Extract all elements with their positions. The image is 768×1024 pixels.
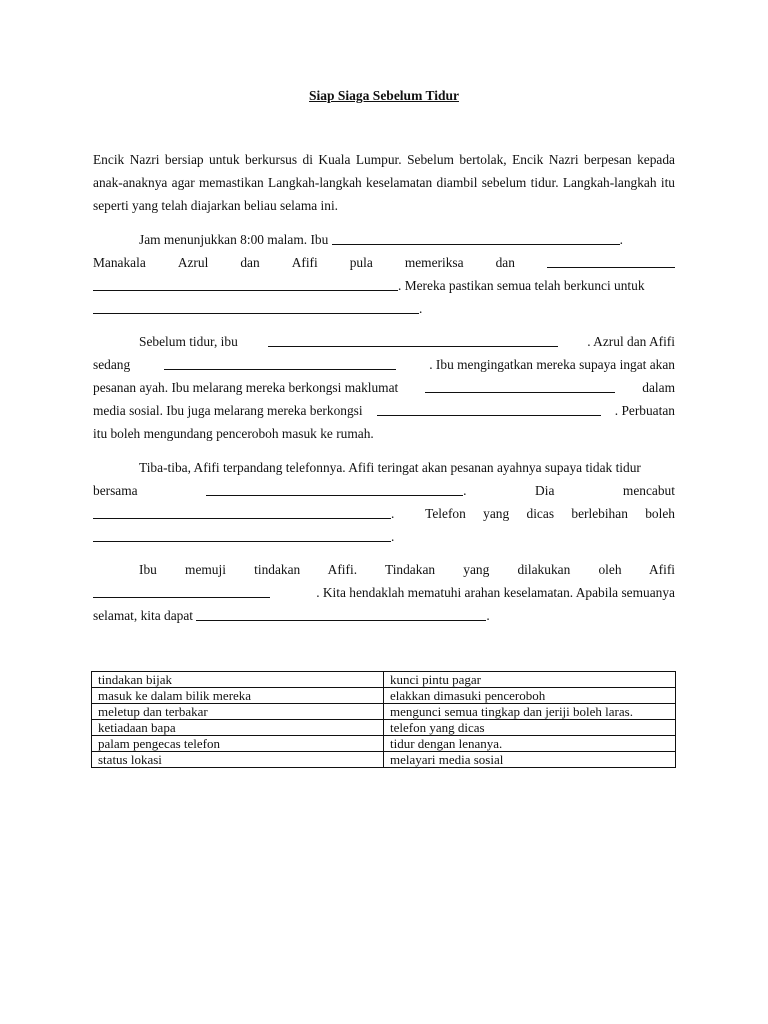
answer-blank[interactable] — [164, 368, 396, 370]
answer-blank[interactable] — [206, 494, 463, 496]
paragraph-2-line-4 — [93, 399, 675, 422]
paragraph-3-line-2 — [93, 479, 675, 502]
table-cell: tindakan bijak — [92, 672, 384, 688]
table-cell: kunci pintu pagar — [384, 672, 676, 688]
p4-text-b: . Kita hendaklah mematuhi arahan keselamatan. Apabila semuanya — [316, 585, 675, 600]
table-row — [92, 688, 676, 704]
paragraph-1-line-2 — [93, 251, 675, 274]
p3-text-e: mencabut — [622, 483, 675, 498]
p3-text-h: . — [391, 529, 395, 544]
paragraph-4-line-1 — [93, 558, 675, 581]
p1-word: Afifi — [291, 255, 318, 270]
paragraph-2-line-2 — [93, 353, 675, 376]
p2-text-c: sedang — [93, 357, 131, 372]
paragraph-4-line-2 — [93, 581, 675, 604]
p1-text-b: . — [619, 232, 624, 247]
p4-text-c: selamat, kita dapat — [93, 608, 194, 623]
answer-blank[interactable] — [93, 312, 419, 314]
p1-word: dan — [240, 255, 260, 270]
table-row — [92, 704, 676, 720]
answer-blank[interactable] — [377, 414, 601, 416]
p2-text-f: dalam — [642, 380, 675, 395]
p1-text-a: Jam menunjukkan 8:00 malam. Ibu — [139, 232, 329, 247]
p1-text-d: . Mereka pastikan semua telah berkunci untuk — [398, 278, 645, 293]
table-row — [92, 736, 676, 752]
answer-blank[interactable] — [196, 619, 486, 621]
p1-text-e: . — [419, 301, 423, 316]
paragraph-2-line-5: itu boleh mengundang penceroboh masuk ke rumah. — [93, 426, 374, 441]
answer-blank[interactable] — [93, 540, 391, 542]
paragraph-1-line-3 — [93, 274, 675, 297]
p1-word: dan — [495, 255, 515, 270]
page-title: Siap Siaga Sebelum Tidur — [309, 88, 459, 103]
answer-blank[interactable] — [93, 596, 270, 598]
p2-text-d: . Ibu mengingatkan mereka supaya ingat akan — [429, 357, 675, 372]
paragraph-3 — [93, 456, 675, 548]
paragraph-2-line-3 — [93, 376, 675, 399]
p4-text-d: . — [486, 608, 490, 623]
paragraph-3-line-4 — [93, 525, 675, 548]
p1-word: pula — [349, 255, 373, 270]
paragraph-1 — [93, 228, 675, 320]
paragraph-3-line-3 — [93, 502, 675, 525]
paragraph-1-line-4 — [93, 297, 675, 320]
p3-text-b: bersama — [93, 483, 138, 498]
paragraph-2-line-1 — [93, 330, 675, 353]
p3-text-g: Telefon yang dicas berlebihan boleh — [425, 506, 675, 521]
p4-text-a: Ibu memuji tindakan Afifi. Tindakan yang dilakukan oleh Afifi — [139, 562, 675, 577]
p2-text-e: pesanan ayah. Ibu melarang mereka berkongsi maklumat — [93, 380, 399, 395]
p1-word: Manakala — [93, 255, 146, 270]
table-cell: telefon yang dicas — [384, 720, 676, 736]
p3-text-a: Tiba-tiba, Afifi terpandang telefonnya. Afifi teringat akan pesanan ayahnya supaya tidak tidur — [139, 460, 641, 475]
paragraph-2 — [93, 330, 675, 445]
table-cell: elakkan dimasuki penceroboh — [384, 688, 676, 704]
answer-blank[interactable] — [332, 243, 620, 245]
table-row — [92, 720, 676, 736]
answer-blank[interactable] — [268, 345, 558, 347]
answer-blank[interactable] — [93, 517, 391, 519]
table-cell: tidur dengan lenanya. — [384, 736, 676, 752]
paragraph-1-line-1 — [93, 228, 675, 251]
p2-text-g: media sosial. Ibu juga melarang mereka berkongsi — [93, 403, 363, 418]
p3-text-c: . — [463, 483, 467, 498]
table-cell: melayari media sosial — [384, 752, 676, 768]
p2-text-h: . Perbuatan — [614, 403, 675, 418]
answer-blank[interactable] — [547, 266, 675, 268]
p3-text-f: . — [391, 506, 395, 521]
table-row — [92, 672, 676, 688]
paragraph-3-line-1 — [93, 456, 675, 479]
paragraph-4-line-3 — [93, 604, 675, 627]
table-cell: mengunci semua tingkap dan jeriji boleh laras. — [384, 704, 676, 720]
p2-text-a: Sebelum tidur, ibu — [139, 334, 238, 349]
answer-blank[interactable] — [425, 391, 615, 393]
table-cell: ketiadaan bapa — [92, 720, 384, 736]
paragraph-4 — [93, 558, 675, 627]
table-cell: palam pengecas telefon — [92, 736, 384, 752]
intro-paragraph: Encik Nazri bersiap untuk berkursus di Kuala Lumpur. Sebelum bertolak, Encik Nazri berpesan kepada anak-anaknya agar memastikan Langkah-langkah keselamatan diambil sebelum tidur. Langkah-langkah itu seperti yang telah diajarkan beliau selama ini. — [93, 152, 675, 213]
table-cell: masuk ke dalam bilik mereka — [92, 688, 384, 704]
table-cell: status lokasi — [92, 752, 384, 768]
answer-blank[interactable] — [93, 289, 398, 291]
word-bank-table — [91, 671, 676, 768]
table-row — [92, 752, 676, 768]
table-cell: meletup dan terbakar — [92, 704, 384, 720]
p1-word: memeriksa — [404, 255, 464, 270]
p2-text-b: . Azrul dan Afifi — [587, 334, 675, 349]
p3-text-d: Dia — [535, 483, 555, 498]
p1-word: Azrul — [177, 255, 209, 270]
